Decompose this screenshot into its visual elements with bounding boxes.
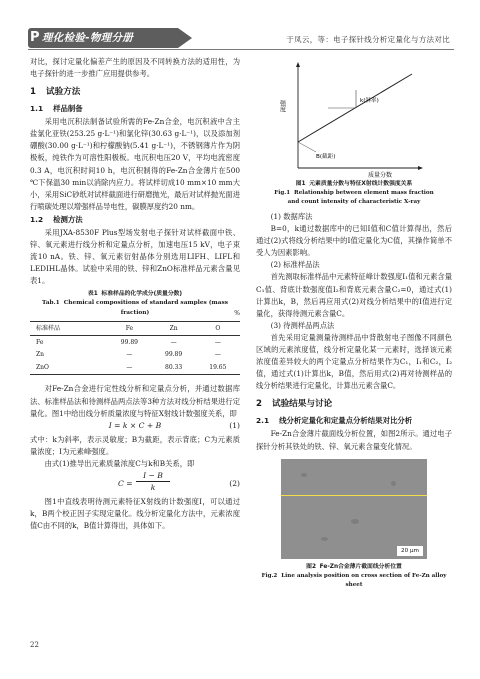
figure-2-caption-en bbox=[256, 572, 452, 590]
table-header-cell: Fe bbox=[125, 324, 134, 332]
figure-title: Fe-Zn合金薄片截面线分析位置 bbox=[319, 563, 402, 570]
table-cell: 80.33 bbox=[165, 364, 183, 372]
table-row bbox=[30, 362, 240, 375]
figure-number-en: Fig.2 bbox=[261, 572, 278, 579]
figure-title-en: Line analysis position on cross section of Fe-Zn alloy sheet bbox=[281, 572, 447, 588]
equation-2-lhs: C = bbox=[118, 478, 133, 488]
table-cell: ZnO bbox=[36, 364, 49, 372]
texture-speck bbox=[301, 473, 307, 477]
table-cell: — bbox=[214, 351, 221, 359]
slope-label: k(斜率) bbox=[360, 98, 379, 104]
figure-number-en: Fig.1 bbox=[274, 190, 291, 196]
table-number-en: Tab.1 bbox=[42, 300, 60, 307]
detection-method-text: 采用JXA-8530F Plus型场发射电子探针对试样截面中铁、锌、氧元素进行线分析和定量点分析，加速电压15 kV，电子束流10 nA。铁、锌、氧元素衍射晶体分别选用LIFH、LIFL和LEDIHL晶体。试验中采用的铁、锌和ZnO标准样品元素含量见表1。 bbox=[30, 227, 240, 286]
section-number: 1 bbox=[30, 87, 36, 98]
figure-number: 图1 bbox=[295, 181, 306, 187]
left-column bbox=[30, 56, 240, 532]
table-title: 标准样品的化学成分(质量分数) bbox=[101, 291, 183, 298]
texture-speck bbox=[351, 519, 359, 524]
table-cell: — bbox=[126, 364, 133, 372]
table-unit: % bbox=[234, 310, 240, 318]
paragraph-derivation: 由式(1)推导出元素质量浓度C与k和B关系，即 bbox=[44, 458, 195, 468]
method-1-title: (1) 数据库法 bbox=[270, 212, 313, 221]
table-header-row bbox=[30, 322, 240, 336]
table-number: 表1 bbox=[87, 291, 98, 298]
equation-2-fraction bbox=[136, 470, 170, 494]
subsection-number: 2.1 bbox=[256, 416, 270, 426]
table-cell: — bbox=[170, 338, 177, 346]
figure-1-caption-en bbox=[256, 189, 452, 207]
texture-speck bbox=[391, 481, 396, 486]
table-title-en: Chemical compositions of standard samples (mass fraction) bbox=[63, 300, 228, 316]
y-axis-label: 强度 bbox=[278, 100, 286, 112]
method-3-title: (3) 待测样品两点法 bbox=[270, 320, 335, 330]
subsection-number: 1.2 bbox=[30, 214, 44, 224]
intercept-leader bbox=[298, 142, 316, 152]
figure-1-caption bbox=[256, 180, 452, 189]
sample-preparation-text: 采用电沉积法制备试验所需的Fe-Zn合金，电沉积液中含主盐氯化亚铁(253.25 g·L⁻¹)和氯化锌(30.63 g·L⁻¹)，以及添加剂硼酸(30.00 g·L⁻¹)和柠檬酸钠(5.41 g·L⁻¹)，不锈钢薄片作为阴极板，纯铁作为可溶性阳极板。电沉积电压20 V，平均电流密度0.3 A，电沉积时间10 h，电沉积制得的Fe-Zn合金薄片在500 ℃下保温30 min以消除内应力。将试样切成10 mm×10 mm大小，采用SiC砂纸对试样截面进行研磨抛光，最后对试样抛光面进行喷碳处理以增强样品导电性，碳膜厚度约20 nm。 bbox=[30, 117, 240, 211]
header-rule bbox=[28, 49, 454, 50]
right-column bbox=[256, 56, 452, 590]
results-text: Fe-Zn合金薄片截面线分析位置，如图2所示。通过电子探针分析其铁处的铁、锌、氧元素含量变化情况。 bbox=[256, 429, 452, 451]
figure-1 bbox=[256, 56, 452, 178]
equation-2 bbox=[30, 470, 240, 496]
x-axis-arrow bbox=[418, 166, 423, 170]
table-cell: — bbox=[214, 338, 221, 346]
figure-title: 元素质量分数与特征X射线计数强度关系 bbox=[309, 181, 413, 187]
table-1-caption bbox=[30, 290, 240, 299]
figure-title-en: Relationship between element mass fraction and count intensity of characteristic X-ray bbox=[287, 190, 434, 205]
method-2-title: (2) 标准样品法 bbox=[270, 260, 320, 270]
texture-speck bbox=[321, 537, 328, 541]
section-number: 2 bbox=[256, 399, 262, 410]
method-1-text: B=0，k通过数据库中的已知I值和C值计算得出，然后通过(2)式将线分析结果中的I值定量化为C值，其操作简单不受人为因素影响。 bbox=[256, 224, 452, 258]
method-3-text: 首先采用定量测量待测样品中背散射电子图像不同颜色区域的元素浓度值，线分析定量化某一元素时，选择该元素浓度值差异较大的两个定量点分析结果作为C₁，I₁和C₂，I₂值，通过式(1)计算出k，B值，然后用式(2)再对待测样品的线分析结果进行定量化，计算出元素含量C。 bbox=[256, 332, 452, 391]
subsection-number: 1.1 bbox=[30, 104, 44, 114]
section-title: 试验结果与讨论 bbox=[271, 399, 333, 410]
subsection-title: 样品制备 bbox=[53, 104, 83, 114]
standard-samples-table bbox=[30, 321, 240, 375]
x-axis-label: 质量分数 bbox=[368, 172, 393, 178]
journal-logo-text: 理化检验-物理分册 bbox=[42, 32, 134, 44]
section-2-heading bbox=[256, 398, 452, 411]
running-head: 于凤云，等：电子探针线分析定量化与方法对比 bbox=[286, 35, 450, 44]
subsection-2-1-heading bbox=[256, 415, 452, 427]
figure-1-diagram bbox=[276, 60, 426, 178]
page-header bbox=[0, 0, 480, 50]
table-cell: — bbox=[126, 351, 133, 359]
equation-1-body: I = k × C + B bbox=[108, 420, 162, 430]
section-title: 试验方法 bbox=[45, 87, 81, 98]
figure-2-micrograph bbox=[281, 459, 427, 559]
subsection-title: 检测方法 bbox=[53, 214, 83, 224]
page-number: 22 bbox=[30, 641, 39, 649]
table-row bbox=[30, 349, 240, 362]
table-header-cell: O bbox=[215, 324, 221, 332]
paragraph-symbols: 式中：k为斜率，表示灵敏度；B为截距，表示背底；C为元素质量浓度；I为元素峰强度。 bbox=[30, 434, 240, 456]
table-header-cell: Zn bbox=[169, 324, 178, 332]
intercept-label: B(截距) bbox=[316, 154, 336, 160]
figure-2-caption bbox=[256, 563, 452, 572]
equation-1-number: (1) bbox=[229, 420, 240, 430]
table-cell: 19.65 bbox=[209, 364, 227, 372]
subsection-1-1-heading bbox=[30, 103, 240, 115]
table-cell: Fe bbox=[36, 338, 44, 346]
equation-2-number: (2) bbox=[229, 478, 240, 488]
line-analysis-position bbox=[281, 495, 427, 496]
paragraph-quantification: 对Fe-Zn合金进行定性线分析和定量点分析，并通过数据库法、标准样品法和待测样品两点法等3种方法对线分析结果进行定量化。图1中给出线分析质量浓度与特征X射线计数强度关系，即 bbox=[30, 384, 240, 418]
paragraph-correction-factors: 图1中直线表明待测元素特征X射线的计数强度I，可以通过k，B两个校正因子实现定量化。线分析定量化方法中，元素浓度值C由不同的k，B值计算得出，具体如下。 bbox=[30, 496, 240, 531]
fraction-denominator: k bbox=[150, 482, 156, 492]
y-axis-arrow bbox=[296, 62, 300, 67]
table-row bbox=[30, 336, 240, 349]
scale-bar: 20 μm bbox=[397, 546, 423, 556]
subsection-1-2-heading bbox=[30, 214, 240, 226]
intro-paragraph: 对比，探讨定量化偏差产生的原因及不同转换方法的适用性，为电子探针的进一步推广应用提供参考。 bbox=[30, 57, 240, 79]
table-cell: Zn bbox=[36, 351, 45, 359]
table-cell: 99.89 bbox=[165, 351, 183, 359]
logo-mark: P bbox=[30, 30, 40, 45]
method-2-text: 首先测取标准样品中元素特征峰计数强度I₁值和元素含量C₁值、背底计数强度值I₂和背底元素含量C₂=0，通过式(1)计算出k，B，然后再应用式(2)对线分析结果中的I值进行定量化，获得待测元素含量C。 bbox=[256, 272, 452, 318]
figure-number: 图2 bbox=[306, 563, 316, 570]
table-header-cell: 标准样品 bbox=[36, 324, 61, 332]
table-cell: 99.89 bbox=[120, 338, 138, 346]
equation-1 bbox=[30, 420, 240, 434]
section-1-heading bbox=[30, 86, 240, 99]
subsection-title: 线分析定量化和定量点分析结果对比分析 bbox=[279, 416, 413, 426]
fraction-numerator: I − B bbox=[136, 470, 170, 482]
